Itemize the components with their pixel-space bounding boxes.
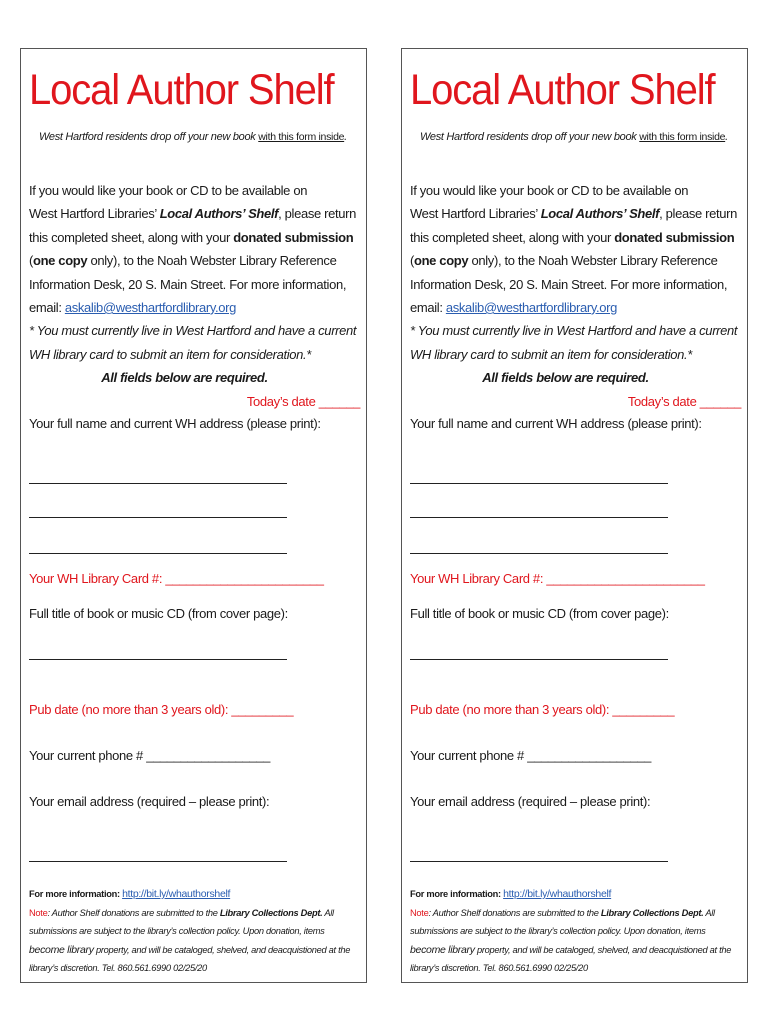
intro-text: ( bbox=[29, 253, 33, 269]
intro-bold: donated submission bbox=[233, 229, 354, 245]
residency-note: WH library card to submit an item for consideration.* bbox=[29, 346, 312, 362]
subtitle-text: West Hartford residents drop off your new book bbox=[39, 131, 259, 143]
intro-bold: one copy bbox=[32, 253, 88, 269]
footer-line bbox=[410, 885, 741, 904]
phone-field[interactable]: Your current phone # __________________ bbox=[29, 748, 271, 763]
note-text: property, and will be cataloged, shelved, and deacquistioned at the bbox=[93, 944, 351, 955]
intro-line bbox=[410, 202, 741, 225]
intro-text: email: bbox=[29, 299, 65, 315]
intro-text: this completed sheet, along with your bbox=[410, 229, 615, 245]
email-link[interactable]: askalib@westhartfordlibrary.org bbox=[64, 299, 237, 315]
email-link[interactable]: askalib@westhartfordlibrary.org bbox=[445, 299, 618, 315]
book-title-label: Full title of book or music CD (from cover page): bbox=[410, 606, 669, 621]
intro-line bbox=[29, 202, 360, 225]
footer-line: library’s discretion. Tel. 860.561.6990 02/25/20 bbox=[29, 963, 207, 973]
todays-date-field[interactable]: Today’s date ______ bbox=[246, 393, 360, 409]
required-note: All fields below are required. bbox=[101, 370, 268, 386]
residency-note: WH library card to submit an item for consideration.* bbox=[410, 346, 693, 362]
form-footer bbox=[29, 885, 360, 978]
form-card-left bbox=[20, 48, 367, 983]
library-card-field[interactable]: Your WH Library Card #: _______________________ bbox=[29, 571, 324, 586]
note-bold: Library Collections Dept. bbox=[600, 907, 704, 918]
note-label: Note bbox=[29, 907, 48, 918]
intro-text: West Hartford Libraries’ bbox=[410, 206, 541, 222]
note-text: property, and will be cataloged, shelved, and deacquistioned at the bbox=[474, 944, 732, 955]
intro-text: only), to the Noah Webster Library Reference bbox=[468, 253, 718, 269]
book-title-line[interactable] bbox=[410, 659, 668, 660]
intro-line bbox=[29, 296, 360, 319]
intro-bold: donated submission bbox=[614, 229, 735, 245]
form-subtitle bbox=[39, 131, 347, 143]
subtitle-end: . bbox=[725, 131, 728, 143]
footer-line bbox=[410, 941, 741, 960]
residency-note: * You must currently live in West Hartford and have a current bbox=[410, 323, 738, 339]
subtitle-underlined: with this form inside bbox=[639, 131, 726, 143]
note-text: All bbox=[703, 907, 715, 918]
todays-date-field[interactable]: Today’s date ______ bbox=[627, 393, 741, 409]
footer-line: submissions are subject to the library’s collection policy. Upon donation, items bbox=[410, 926, 706, 936]
intro-text: , please return bbox=[659, 206, 737, 222]
form-footer bbox=[410, 885, 741, 978]
email-line[interactable] bbox=[410, 861, 668, 862]
name-line-1[interactable] bbox=[29, 483, 287, 484]
name-line-1[interactable] bbox=[410, 483, 668, 484]
intro-text: only), to the Noah Webster Library Reference bbox=[87, 253, 337, 269]
footer-line: library’s discretion. Tel. 860.561.6990 02/25/20 bbox=[410, 963, 588, 973]
book-title-label: Full title of book or music CD (from cover page): bbox=[29, 606, 288, 621]
note-bold: Library Collections Dept. bbox=[219, 907, 323, 918]
shelf-name: Local Authors’ Shelf bbox=[540, 206, 660, 222]
footer-line: submissions are subject to the library’s collection policy. Upon donation, items bbox=[29, 926, 325, 936]
name-line-3[interactable] bbox=[410, 553, 668, 554]
intro-line: Information Desk, 20 S. Main Street. For more information, bbox=[410, 276, 728, 292]
note-text: : Author Shelf donations are submitted to the bbox=[47, 907, 220, 918]
subtitle-text: West Hartford residents drop off your new book bbox=[420, 131, 640, 143]
intro-text: , please return bbox=[278, 206, 356, 222]
name-line-2[interactable] bbox=[410, 517, 668, 518]
email-label: Your email address (required – please print): bbox=[29, 794, 270, 809]
note-text: become library bbox=[410, 943, 475, 956]
form-card-right bbox=[401, 48, 748, 983]
footer-line bbox=[29, 904, 360, 923]
name-label: Your full name and current WH address (please print): bbox=[29, 416, 321, 431]
intro-line bbox=[29, 249, 360, 272]
library-card-field[interactable]: Your WH Library Card #: _______________________ bbox=[410, 571, 705, 586]
required-note: All fields below are required. bbox=[482, 370, 649, 386]
intro-line: If you would like your book or CD to be available on bbox=[410, 183, 689, 198]
footer-line bbox=[29, 941, 360, 960]
name-label: Your full name and current WH address (please print): bbox=[410, 416, 702, 431]
phone-field[interactable]: Your current phone # __________________ bbox=[410, 748, 652, 763]
footer-line bbox=[29, 885, 360, 904]
note-text: All bbox=[322, 907, 334, 918]
intro-line bbox=[410, 249, 741, 272]
form-title: Local Author Shelf bbox=[410, 66, 715, 114]
name-line-3[interactable] bbox=[29, 553, 287, 554]
more-info-link[interactable]: http://bit.ly/whauthorshelf bbox=[122, 888, 231, 900]
intro-line: Information Desk, 20 S. Main Street. For more information, bbox=[29, 276, 347, 292]
intro-line bbox=[29, 226, 360, 249]
instructions bbox=[29, 179, 360, 413]
instructions bbox=[410, 179, 741, 413]
more-info-label: For more information: bbox=[29, 889, 123, 899]
form-subtitle bbox=[420, 131, 728, 143]
residency-note: * You must currently live in West Hartford and have a current bbox=[29, 323, 357, 339]
email-line[interactable] bbox=[29, 861, 287, 862]
more-info-label: For more information: bbox=[410, 889, 504, 899]
intro-text: this completed sheet, along with your bbox=[29, 229, 234, 245]
intro-line bbox=[410, 296, 741, 319]
subtitle-end: . bbox=[344, 131, 347, 143]
shelf-name: Local Authors’ Shelf bbox=[159, 206, 279, 222]
note-text: become library bbox=[29, 943, 94, 956]
email-label: Your email address (required – please print): bbox=[410, 794, 651, 809]
intro-text: email: bbox=[410, 299, 446, 315]
intro-text: West Hartford Libraries’ bbox=[29, 206, 160, 222]
footer-line bbox=[410, 904, 741, 923]
form-title: Local Author Shelf bbox=[29, 66, 334, 114]
intro-line bbox=[410, 226, 741, 249]
subtitle-underlined: with this form inside bbox=[258, 131, 345, 143]
book-title-line[interactable] bbox=[29, 659, 287, 660]
pub-date-field[interactable]: Pub date (no more than 3 years old): _________ bbox=[29, 702, 294, 717]
intro-bold: one copy bbox=[413, 253, 469, 269]
intro-line: If you would like your book or CD to be available on bbox=[29, 183, 308, 198]
more-info-link[interactable]: http://bit.ly/whauthorshelf bbox=[503, 888, 612, 900]
name-line-2[interactable] bbox=[29, 517, 287, 518]
pub-date-field[interactable]: Pub date (no more than 3 years old): _________ bbox=[410, 702, 675, 717]
note-text: : Author Shelf donations are submitted to the bbox=[428, 907, 601, 918]
note-label: Note bbox=[410, 907, 429, 918]
intro-text: ( bbox=[410, 253, 414, 269]
